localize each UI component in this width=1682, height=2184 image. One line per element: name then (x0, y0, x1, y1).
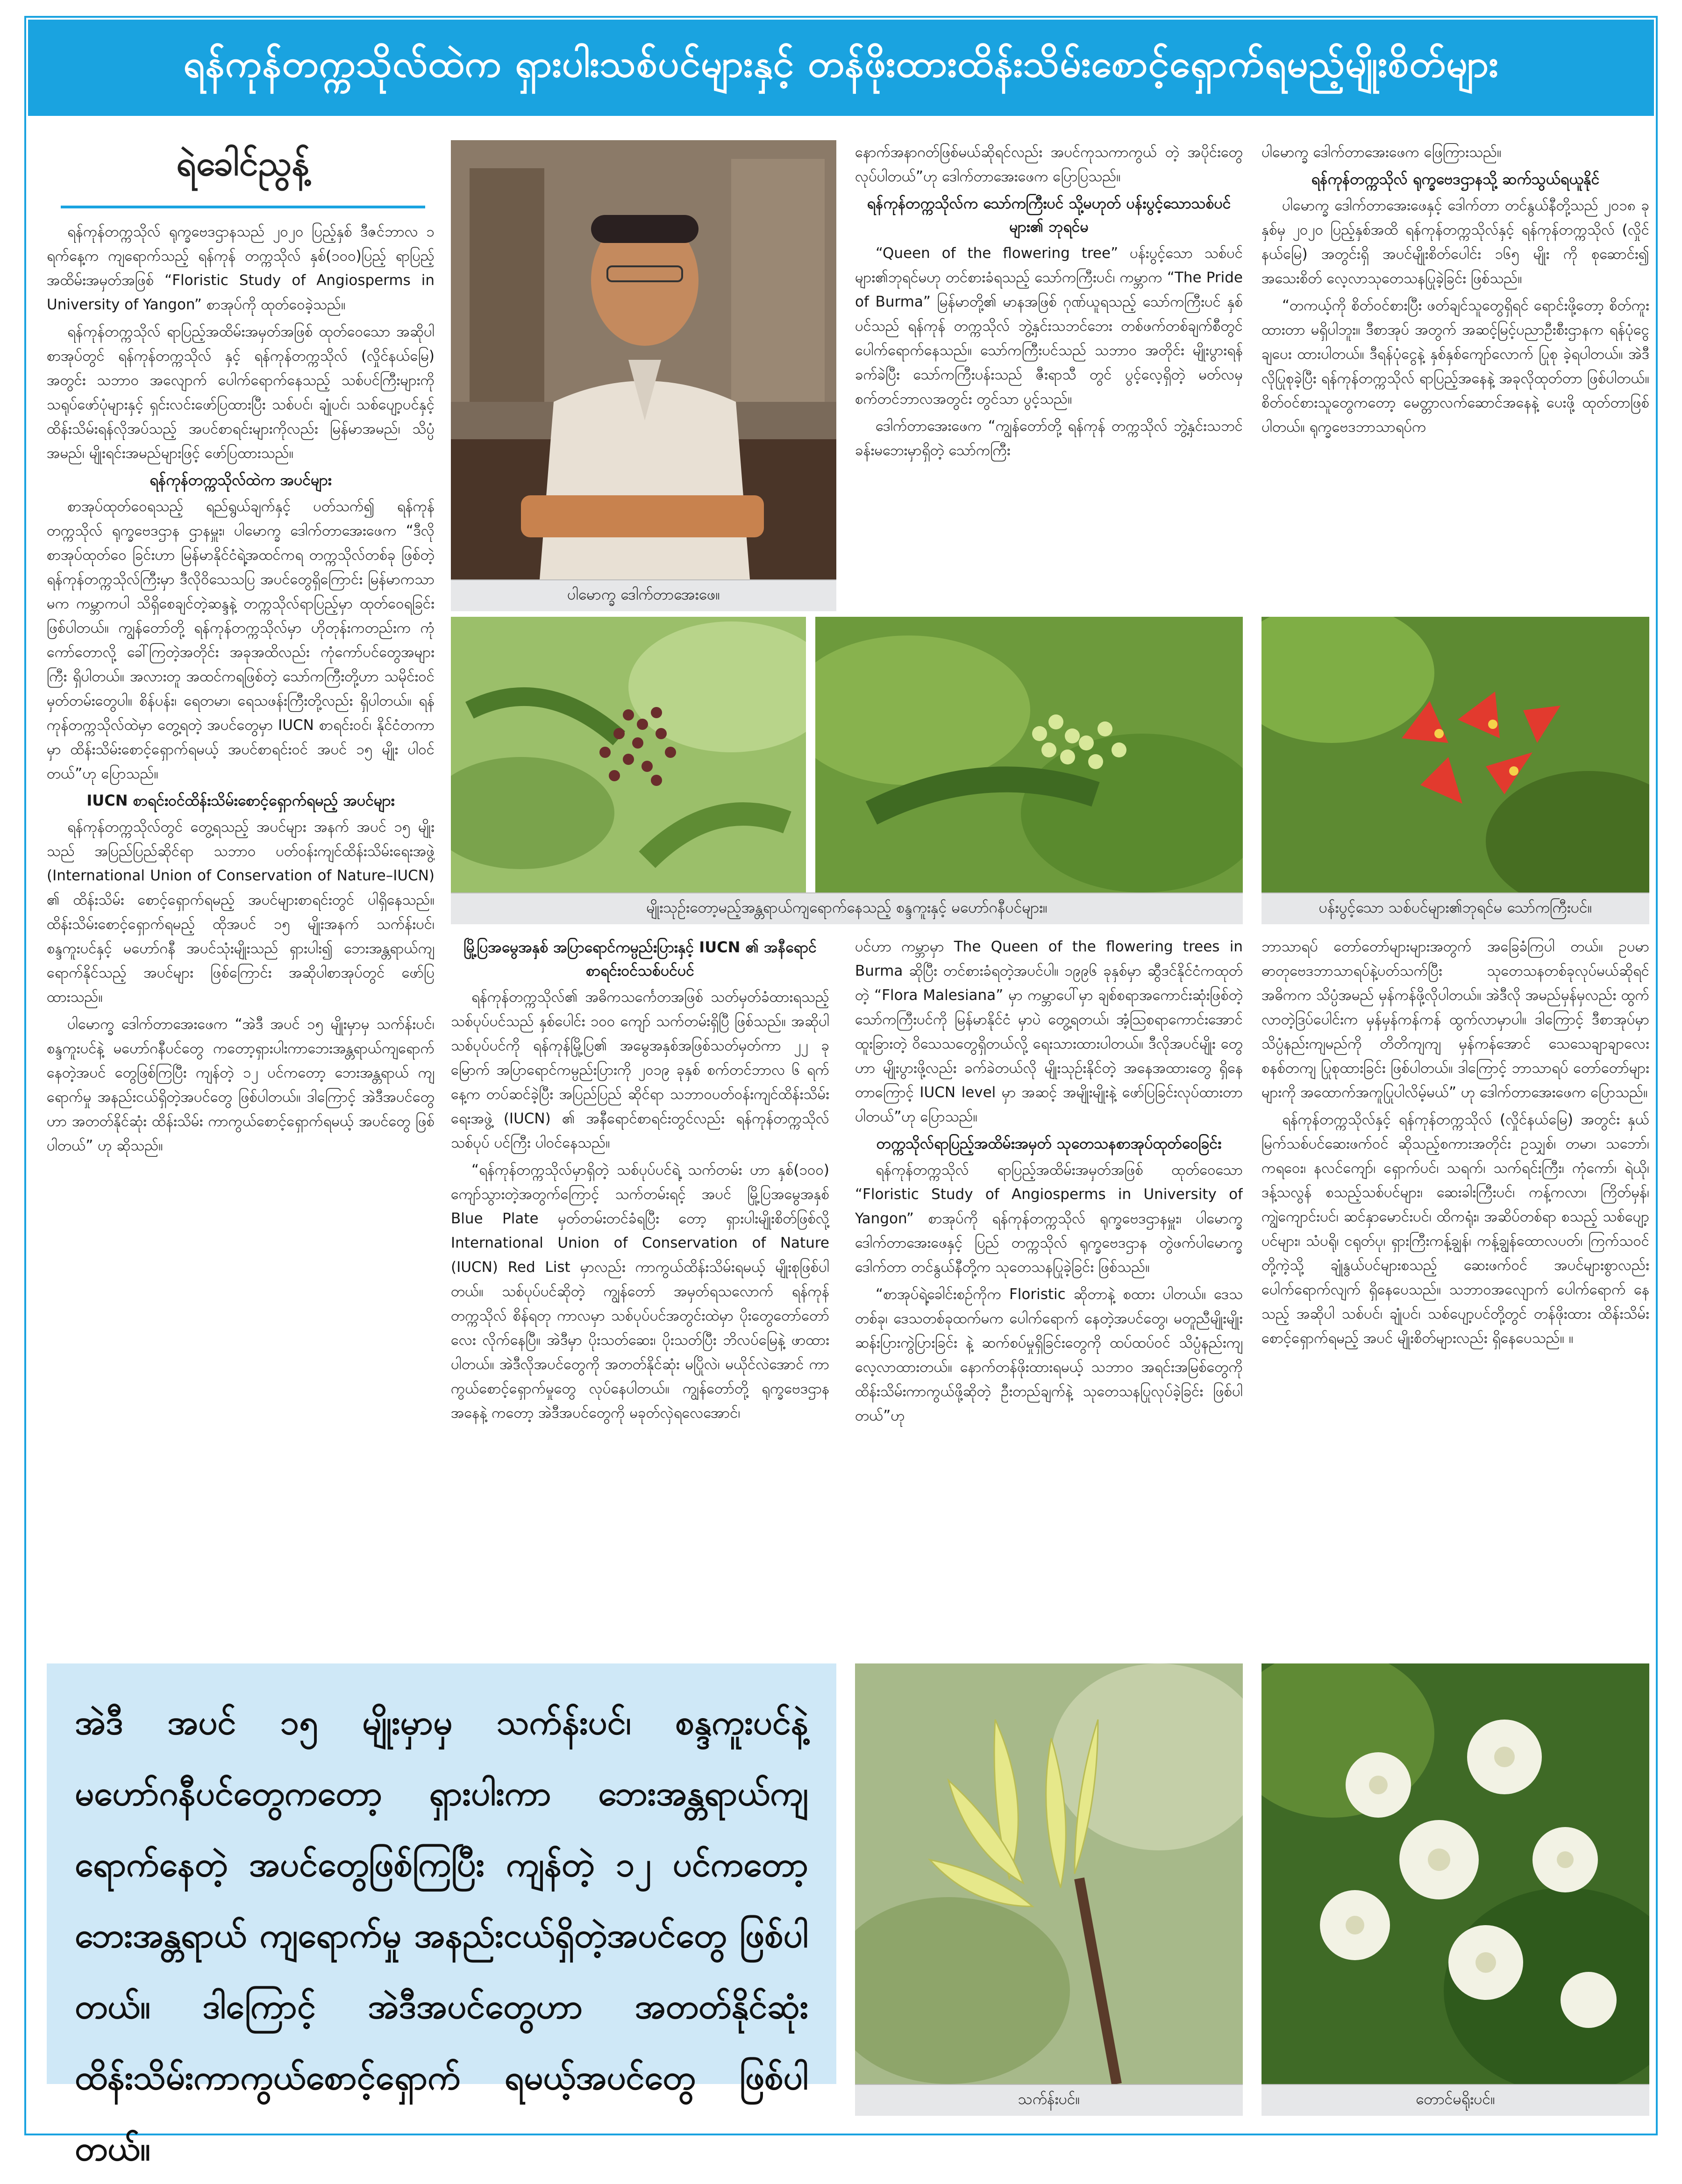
paragraph: ရန်ကုန်တက္ကသိုလ်နှင့် ရန်ကုန်တက္ကသိုလ် (လှိုင်နယ်မြေ) အတွင်း နှယ်မြက်သစ်ပင်ဆေးဖက်ဝင် ဆိုသည့်စကားအတိုင်း ဥသျှစ်၊ တမာ၊ သဘော်၊ ကရဝေး၊ နလင်ကျော်၊ ရှောက်ပင်၊ သရက်၊ သက်ရင်းကြီး၊ ကုံကော်၊ ရဲယို၊ ဒန့်သလွန် စသည့်သစ်ပင်များ၊ ဆေးခါးကြီးပင်၊ ကန့်ကလာ၊ ကြိတ်မှန်၊ ကျွဲကျောင်းပင်၊ ဆင်နှာမောင်းပင်၊ ထိကရုံး၊ အဆိပ်တစ်ရာ စသည့် သစ်ပျော့ပင်များ၊ သံပရို၊ ငရုတ်ပု၊ ရှားကြီးကန့်ချွန်၊ ကန့်ချွန်ထောလပတ်၊ ကြက်သဝင်တို့ကဲ့သို့ ချုံနွယ်ပင်များစသည့် ဆေးဖက်ဝင် အပင်များစွာလည်း ပေါက်ရောက်လျက် ရှိနေပေသည်။ သဘာဝအလျောက် ပေါက်ရောက် နေသည့် အဆိုပါ သစ်ပင်၊ ချုံပင်၊ သစ်ပျော့ပင်တို့တွင် တန်ဖိုးထား ထိန်းသိမ်းစောင့်ရှောက်ရမည့် အပင် မျိုးစိတ်များလည်း ရှိနေပေသည်။ ။ (1262, 1111, 1649, 1347)
article-column-3 (855, 140, 1243, 612)
paragraph: ရန်ကုန်တက္ကသိုလ် ရာပြည့်အထိမ်းအမှတ်အဖြစ် ထုတ်ဝေသော “Floristic Study of Angiosperms in University of Yangon” စာအုပ်ကို ရန်ကုန်တက္ကသိုလ် ရုက္ခဗေဒဌာနမှူး၊ ပါမောက္ခ ဒေါက်တာအေးဖေနှင့် ပြည် တက္ကသိုလ် ရုက္ခဗေဒဌာန တွဲဖက်ပါမောက္ခ ဒေါက်တာ တင်နွယ်နီတို့က သုတေသနပြုခဲ့ခြင်း ဖြစ်သည်။ (855, 1162, 1243, 1276)
article-column-4-continued (1262, 935, 1649, 1663)
amherstia-caption: ပန်းပွင့်သော သစ်ပင်များ၏ဘုရင်မ သော်ကကြီးပင်။ (1262, 892, 1649, 924)
paragraph: ပါမောက္ခ ဒေါက်တာအေးဖေက ဖြေကြားသည်။ (1262, 144, 1502, 161)
taung-mayo-photo (1262, 1663, 1649, 2084)
portrait-image (451, 140, 836, 579)
subheading: IUCN စာရင်းဝင်ထိန်းသိမ်းစောင့်ရှောက်ရမည့် အပင်များ (86, 792, 395, 809)
thitkanne-photo (855, 1663, 1243, 2084)
paragraph: “စာအုပ်ရဲ့ခေါင်းစဉ်ကိုက Floristic ဆိုတာနဲ့ စထား ပါတယ်။ ဒေသတစ်ခု၊ ဒေသတစ်ခုထက်မက ပေါက်ရောက် နေတဲ့အပင်တွေ၊ မတူညီမျိုးမျိုး ဆန်းပြားကွဲပြားခြင်း နဲ့ ဆက်စပ်မှုရှိခြင်းတွေကို ထပ်ထပ်ဝင် သိပ္ပံနည်းကျ လေ့လာထားတယ်။ နောက်တန်ဖိုးထားရမယ့် သဘာဝ အရင်းအမြစ်တွေကို ထိန်းသိမ်းကာကွယ်ဖို့ဆိုတဲ့ ဦးတည်ချက်နဲ့ သုတေသနပြုလုပ်ခဲ့ခြင်း ဖြစ်ပါတယ်”ဟု (855, 1286, 1243, 1424)
subheading: ရန်ကုန်တက္ကသိုလ် ရုက္ခဗေဒဌာနသို့ ဆက်သွယ်ရယူနိုင် (1311, 170, 1600, 188)
amherstia-photo (1262, 617, 1649, 892)
thitkanne-caption: သက်န်းပင်။ (855, 2084, 1243, 2116)
sandalwood-photo (451, 617, 806, 892)
paragraph: ရန်ကုန်တက္ကသိုလ် ရာပြည့်အထိမ်းအမှတ်အဖြစ် ထုတ်ဝေသော အဆိုပါစာအုပ်တွင် ရန်ကုန်တက္ကသိုလ် နှင့် ရန်ကုန်တက္ကသိုလ် (လှိုင်နယ်မြေ) အတွင်း သဘာဝ အလျောက် ပေါက်ရောက်နေသည့် သစ်ပင်ကြီးများကို သရုပ်ဖော်ပုံများနှင့် ရှင်းလင်းဖော်ပြထားပြီး သစ်ပင်၊ ချုံပင်၊ သစ်ပျော့ပင်နှင့် ထိန်းသိမ်းရန်လိုအပ်သည့် အပင်စာရင်းများကိုလည်း မြန်မာအမည်၊ သိပ္ပံအမည်၊ မျိုးရင်းအမည်များဖြင့် ဖော်ပြထားသည်။ (47, 323, 435, 462)
paragraph: ပါမောက္ခ ဒေါက်တာအေးဖေနှင့် ဒေါက်တာ တင်နွယ်နီတို့သည် ၂၀၁၈ ခုနှစ်မှ ၂၀၂၀ ပြည့်နှစ်အထိ ရန်ကုန်တက္ကသိုလ်နှင့် ရန်ကုန်တက္ကသိုလ် (လှိုင်နယ်မြေ) အတွင်းရှိ အပင်မျိုးစိတ်ပေါင်း ၁၆၅ မျိုး ကို စုဆောင်း၍ အသေးစိတ် လေ့လာသုတေသနပြုခဲ့ခြင်း ဖြစ်သည်။ (1262, 197, 1649, 287)
paragraph: ရန်ကုန်တက္ကသိုလ် ရုက္ခဗေဒဌာနသည် ၂၀၂၀ ပြည့်နှစ် ဒီဇင်ဘာလ ၁ ရက်နေ့က ကျရောက်သည့် ရန်ကုန် တက္ကသိုလ် နှစ်(၁၀၀)ပြည့် ရာပြည့်အထိမ်းအမှတ်အဖြစ် “Floristic Study of Angiosperms in University of Yangon” စာအုပ်ကို ထုတ်ဝေခဲ့သည်။ (47, 223, 435, 313)
subheading: ရန်ကုန်တက္ကသိုလ်ထဲက အပင်များ (150, 471, 332, 489)
amherstia-image (1262, 617, 1649, 892)
pull-quote: အဲဒီ အပင် ၁၅ မျိုးမှာမှ သက်န်းပင်၊ စန္ဒကူးပင်နဲ့ မဟော်ဂနီပင်တွေကတော့ ရှားပါးကာ ဘေးအန္တရာယ်ကျရောက်နေတဲ့ အပင်တွေဖြစ်ကြပြီး ကျန်တဲ့ ၁၂ ပင်ကတော့ ဘေးအန္တရာယ် ကျရောက်မှု အနည်းငယ်ရှိတဲ့အပင်တွေ ဖြစ်ပါတယ်။ ဒါကြောင့် အဲဒီအပင်တွေဟာ အတတ်နိုင်ဆုံး ထိန်းသိမ်းကာကွယ်စောင့်ရှောက် ရမယ့်အပင်တွေ ဖြစ်ပါတယ်။ (47, 1663, 836, 2084)
paragraph: ဒေါက်တာအေးဖေက “ကျွန်တော်တို့ ရန်ကုန် တက္ကသိုလ် ဘွဲ့နှင်းသဘင်ခန်းမဘေးမှာရှိတဲ့ သော်ကကြီး (855, 418, 1243, 459)
sandalwood-mahogany-caption: မျိုးသုဉ်းတော့မည့်အန္တရာယ်ကျရောက်နေသည့် စန္ဒကူးနှင့် မဟော်ဂနီပင်များ။ (451, 892, 1243, 924)
article-column-4 (1262, 140, 1649, 612)
thitkanne-image (855, 1663, 1243, 2084)
paragraph: ပင်ဟာ ကမ္ဘာမှာ The Queen of the flowering trees in Burma ဆိုပြီး တင်စားခံရတဲ့အပင်ပါ။ ၁၉၉၆ ခုနှစ်မှာ ဆွီဒင်နိုင်ငံကထုတ်တဲ့ “Flora Malesiana” မှာ ကမ္ဘာပေါ်မှာ ချစ်စရာအကောင်းဆုံးဖြစ်တဲ့ သော်ကကြီးပင်ကို မြန်မာနိုင်ငံ မှာပဲ တွေ့ရတယ်၊ အံ့ဩစရာကောင်းအောင် ထူးခြားတဲ့ ဝိသေသတွေရှိတယ်လို့ ရေးသားထားပါတယ်။ ဒီလိုအပင်မျိုး တွေဟာ မျိုးပွားဖို့လည်း ခက်ခဲတယ်လို မျိုးသုဉ်းနိုင်တဲ့ အနေအထားတွေ ရှိနေတာကြောင့် IUCN level မှာ အဆင့် အမျိုးမျိုးနဲ့ ဖော်ပြခြင်းလုပ်ထားတာပါတယ်”ဟု ပြောသည်။ (855, 938, 1243, 1125)
portrait-photo (451, 140, 836, 579)
portrait-caption: ပါမောက္ခ ဒေါက်တာအေးဖေ။ (451, 579, 836, 611)
article-column-2 (451, 935, 829, 1663)
sandalwood-image (451, 617, 806, 892)
byline: ရဲခေါင်ညွန့် (176, 143, 310, 184)
subheading: မြို့ပြအမွေအနှစ် အပြာရောင်ကမ္ပည်းပြားနှင့် IUCN ၏ အနီရောင်စာရင်းဝင်သစ်ပင်ပင် (463, 938, 817, 979)
byline-divider (61, 206, 425, 208)
paragraph: ရန်ကုန်တက္ကသိုလ်၏ အဓိကသင်္ကေတအဖြစ် သတ်မှတ်ခံထားရသည့် သစ်ပုပ်ပင်သည် နှစ်ပေါင်း ၁၀၀ ကျော် သက်တမ်းရှိပြီ ဖြစ်သည်။ အဆိုပါ သစ်ပုပ်ပင်ကို ရန်ကုန်မြို့ပြ၏ အမွေအနှစ်အဖြစ်သတ်မှတ်ကာ ၂၂ ခုမြောက် အပြာရောင်ကမ္ပည်းပြားကို ၂၀၁၉ ခုနှစ် စက်တင်ဘာလ ၆ ရက်နေ့က တပ်ဆင်ခဲ့ပြီး အပြည်ပြည် ဆိုင်ရာ သဘာဝပတ်ဝန်းကျင်ထိန်းသိမ်းရေးအဖွဲ့ (IUCN) ၏ အနီရောင်စာရင်းတွင်လည်း ရန်ကုန်တက္ကသိုလ် သစ်ပုပ် ပင်ကြီး ပါဝင်နေသည်။ (451, 989, 829, 1151)
mahogany-image (815, 617, 1243, 892)
subheading: ရန်ကုန်တက္ကသိုလ်က သော်ကကြီးပင် သို့မဟုတ် ပန်းပွင့်သောသစ်ပင်များ၏ ဘုရင်မ (867, 194, 1231, 236)
subheading: တက္ကသိုလ်ရာပြည့်အထိမ်းအမှတ် သုတေသနစာအုပ်ထုတ်ဝေခြင်း (876, 1135, 1222, 1152)
paragraph: ရန်ကုန်တက္ကသိုလ်တွင် တွေ့ရသည့် အပင်များ အနက် အပင် ၁၅ မျိုးသည် အပြည်ပြည်ဆိုင်ရာ သဘာဝ ပတ်ဝန်းကျင်ထိန်းသိမ်းရေးအဖွဲ့ (International Union of Conservation of Nature–IUCN) ၏ ထိန်းသိမ်း စောင့်ရှောက်ရမည့် အပင်များစာရင်းတွင် ပါရှိနေသည်။ ထိန်းသိမ်းစောင့်ရှောက်ရမည့် ထိုအပင် ၁၅ မျိုးအနက် သက်န်းပင်၊ စန္ဒကူးပင်နှင့် မဟော်ဂနီ အပင်သုံးမျိုးသည် ရှားပါး၍ ဘေးအန္တရာယ်ကျရောက်နိုင်သည့် အပင်များ ဖြစ်ကြောင်း အဆိုပါစာအုပ်တွင် ဖော်ပြထားသည်။ (47, 819, 435, 1006)
paragraph: စာအုပ်ထုတ်ဝေရသည့် ရည်ရွယ်ချက်နှင့် ပတ်သက်၍ ရန်ကုန်တက္ကသိုလ် ရုက္ခဗေဒဌာန ဌာနမှူး၊ ပါမောက္ခ ဒေါက်တာအေးဖေက “ဒီလိုစာအုပ်ထုတ်ဝေ ခြင်းဟာ မြန်မာနိုင်ငံရဲ့အထင်ကရ တက္ကသိုလ်တစ်ခု ဖြစ်တဲ့ ရန်ကုန်တက္ကသိုလ်ကြီးမှာ ဒီလိုဝိသေသပြ အပင်တွေရှိကြောင်း မြန်မာကသာမက ကမ္ဘာကပါ သိရှိစေချင်တဲ့ဆန္ဒနဲ့ တက္ကသိုလ်ရာပြည့်မှာ ထုတ်ဝေရခြင်း ဖြစ်ပါတယ်။ ကျွန်တော်တို့ ရန်ကုန်တက္ကသိုလ်မှာ ဟိုတုန်းကတည်းက ကုံကော်တောလို့ ခေါ်ကြတဲ့အတိုင်း အခုအထိလည်း ကုံကော်ပင်တွေအများကြီး ရှိပါတယ်။ အလားတူ အထင်ကရဖြစ်တဲ့ သော်ကကြီးတို့ဟာ သမိုင်းဝင်မှတ်တမ်းတွေပါ။ စိန်ပန်း၊ ရေတမာ၊ ရေသဖန်းကြီးတို့လည်း ရှိပါတယ်။ ရန်ကုန်တက္ကသိုလ်ထဲမှာ တွေ့ရတဲ့ အပင်တွေမှာ IUCN စာရင်းဝင်၊ နိုင်ငံတကာမှာ ထိန်းသိမ်းစောင့်ရှောက်ရမယ့် အပင်စာရင်းဝင် အပင် ၁၅ မျိုး ပါဝင်တယ်”ဟု ပြောသည်။ (47, 498, 435, 782)
paragraph: “Queen of the flowering tree” ပန်းပွင့်သော သစ်ပင်များ၏ဘုရင်မဟု တင်စားခံရသည့် သော်ကကြီးပင်၊ ကမ္ဘာက “The Pride of Burma” မြန်မာတို့၏ မာနအဖြစ် ဂုဏ်ယူရသည့် သော်ကကြီးပင် နှစ်ပင်သည် ရန်ကုန် တက္ကသိုလ် ဘွဲ့နှင်းသဘင်ဘေး တစ်ဖက်တစ်ချက်စီတွင် ပေါက်ရောက်နေသည်။ သော်ကကြီးပင်သည် သဘာဝ အတိုင်း မျိုးပွားရန်ခက်ခဲပြီး သော်ကကြီးပန်းသည် ဇီးရာသီ တွင် ပွင့်လေ့ရှိတဲ့ မတ်လမှ စက်တင်ဘာလအတွင်း တွင်သာ ပွင့်သည်။ (855, 245, 1243, 407)
paragraph: “တကယ့်ကို စိတ်ဝင်စားပြီး ဖတ်ချင်သူတွေရှိရင် ရောင်းဖို့တော့ စိတ်ကူးထားတာ မရှိပါဘူး။ ဒီစာအုပ် အတွက် အဆင့်မြင့်ပညာဦးစီးဌာနက ရန်ပုံငွေ ချပေး ထားပါတယ်။ ဒီရန်ပုံငွေနဲ့ နှစ်နှစ်ကျော်လောက် ပြုစု ခဲ့ရပါတယ်။ အဲဒီလိုပြုစုခဲ့ပြီး ရန်ကုန်တက္ကသိုလ် ရာပြည့်အနေနဲ့ အခုလိုထုတ်တာ ဖြစ်ပါတယ်။ စိတ်ဝင်စားသူတွေကတော့ မေတ္တာလက်ဆောင်အနေနဲ့ ပေးဖို့ ထုတ်တာဖြစ်ပါတယ်။ ရုက္ခဗေဒဘာသာရပ်က (1262, 297, 1649, 435)
paragraph: နောက်အနာဂတ်ဖြစ်မယ်ဆိုရင်လည်း အပင်ကုသကာကွယ် တဲ့ အပိုင်းတွေလုပ်ပါတယ်”ဟု ဒေါက်တာအေးဖေက ပြောပြသည်။ (855, 144, 1243, 185)
taung-mayo-caption: တောင်မရိုးပင်။ (1262, 2084, 1649, 2116)
paragraph: ပါမောက္ခ ဒေါက်တာအေးဖေက “အဲဒီ အပင် ၁၅ မျိုးမှာမှ သက်န်းပင်၊ စန္ဒကူးပင်နဲ့ မဟော်ဂနီပင်တွေ ကတော့ရှားပါးကာဘေးအန္တရာယ်ကျရောက်နေတဲ့အပင် တွေဖြစ်ကြပြီး ကျန်တဲ့ ၁၂ ပင်ကတော့ ဘေးအန္တရာယ် ကျရောက်မှု အနည်းငယ်ရှိတဲ့အပင်တွေ ဖြစ်ပါတယ်။ ဒါကြောင့် အဲဒီအပင်တွေဟာ အတတ်နိုင်ဆုံး ထိန်းသိမ်း ကာကွယ်စောင့်ရှောက်ရမယ့် အပင်တွေ ဖြစ်ပါတယ်” ဟု ဆိုသည်။ (47, 1016, 435, 1154)
paragraph: “ရန်ကုန်တက္ကသိုလ်မှာရှိတဲ့ သစ်ပုပ်ပင်ရဲ့ သက်တမ်း ဟာ နှစ်(၁၀၀) ကျော်သွားတဲ့အတွက်ကြောင့် သက်တမ်းရင့် အပင် မြို့ပြအမွေအနှစ် Blue Plate မှတ်တမ်းတင်ခံရပြီး တော့ ရှားပါးမျိုးစိတ်ဖြစ်လို့ International Union of Conservation of Nature (IUCN) Red List မှာလည်း ကာကွယ်ထိန်းသိမ်းရမယ့် မျိုးစုဖြစ်ပါတယ်။ သစ်ပုပ်ပင်ဆိုတဲ့ ကျွန်တော် အမှတ်ရသလောက် ရန်ကုန်တက္ကသိုလ် စိန်ရတု ကာလမှာ သစ်ပုပ်ပင်အတွင်းထဲမှာ ပိုးတွေတော်တော်လေး လိုက်နေပြီ။ အဲဒီမှာ ပိုးသတ်ဆေး၊ ပိုးသတ်ပြီး ဘိလပ်မြေနဲ့ ဖာထားပါတယ်။ အဲဒီလိုအပင်တွေကို အတတ်နိုင်ဆုံး မပြိုလဲ၊ မယိုင်လဲအောင် ကာကွယ်စောင့်ရှောက်မှုတွေ လုပ်နေပါတယ်။ ကျွန်တော်တို့ ရုက္ခဗေဒဌာနအနေနဲ့ ကတော့ အဲဒီအပင်တွေကို မခုတ်လှဲရလေအောင်၊ (451, 1162, 829, 1421)
taung-mayo-image (1262, 1663, 1649, 2084)
article-column-1 (47, 220, 435, 1635)
article-column-3-continued (855, 935, 1243, 1663)
paragraph: ဘာသာရပ် တော်တော်များများအတွက် အခြေခံကြပါ တယ်။ ဥပမာ ဓာတုဗေဒဘာသာရပ်နဲ့ပတ်သက်ပြီး သုတေသနတစ်ခုလုပ်မယ်ဆိုရင် အဓိကက သိပ္ပံအမည် မှန်ကန်ဖို့လိုပါတယ်။ အဲဒီလို အမည်မှန်မှလည်း ထွက်လာတဲ့ဒြပ်ပေါင်းက မှန်မှန်ကန်ကန် ထွက်လာမှာပါ။ ဒါကြောင့် ဒီစာအုပ်မှာ သိပ္ပံနည်းကျမည်ကို တိတိကျကျ မှန်ကန်အောင် သေသေချာချာလေး စနစ်တကျ ပြုစုထားခြင်း ဖြစ်ပါတယ်။ ဒါကြောင့် ဘာသာရပ် တော်တော်များများကို အထောက်အကူပြုပါလိမ့်မယ်” ဟု ဒေါက်တာအေးဖေက ပြောသည်။ (1262, 938, 1649, 1101)
headline: ရန်ကုန်တက္ကသိုလ်ထဲက ရှားပါးသစ်ပင်များနှင့် တန်ဖိုးထားထိန်းသိမ်းစောင့်ရှောက်ရမည့်မျိုးစိတ်များ (28, 20, 1654, 116)
mahogany-photo (815, 617, 1243, 892)
